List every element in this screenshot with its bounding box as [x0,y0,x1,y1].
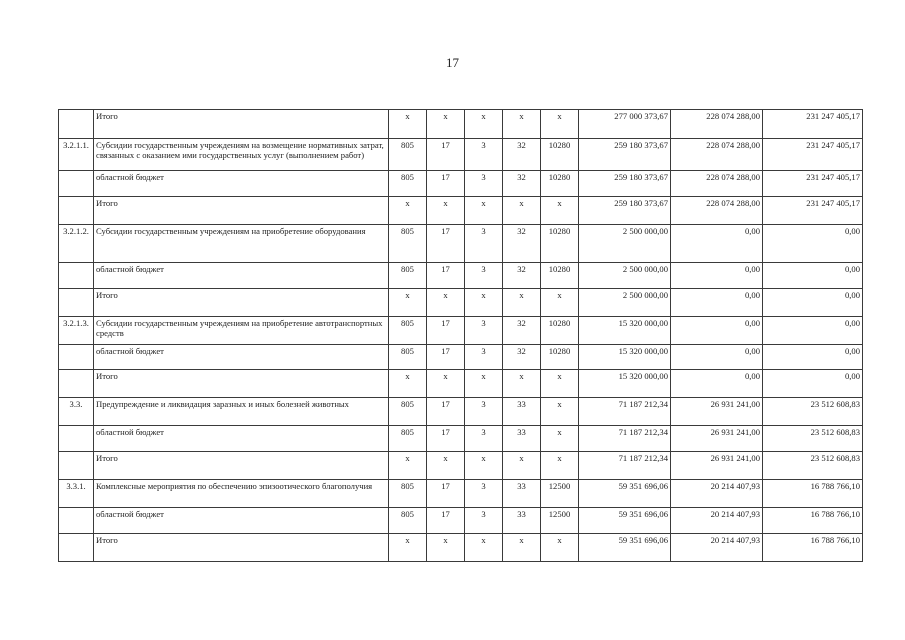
row-code [59,171,94,197]
row-amount-year2: 0,00 [671,225,763,263]
row-name: Субсидии государственным учреждениям на возмещение нормативных затрат, связанных с оказанием ими государственных услуг (выполнением работ) [94,139,389,171]
row-amount-year1: 2 500 000,00 [579,225,671,263]
budget-table [58,109,863,562]
row-amount-year2: 26 931 241,00 [671,426,763,452]
row-admin-code: x [389,452,427,480]
row-subsection-code: 3 [465,480,503,508]
table-row [59,110,863,139]
row-subsection-code: 3 [465,398,503,426]
row-amount-year3: 231 247 405,17 [763,197,863,225]
row-subsection-code: x [465,197,503,225]
row-admin-code: 805 [389,398,427,426]
row-section-code: x [427,452,465,480]
row-admin-code: 805 [389,139,427,171]
row-amount-year3: 23 512 608,83 [763,426,863,452]
row-admin-code: 805 [389,426,427,452]
row-code [59,508,94,534]
row-amount-year2: 0,00 [671,289,763,317]
row-subsection-code: x [465,370,503,398]
row-amount-year2: 0,00 [671,317,763,345]
table-row [59,426,863,452]
row-direction-code: 10280 [541,345,579,370]
row-admin-code: 805 [389,171,427,197]
row-program-code: 32 [503,345,541,370]
row-admin-code: x [389,534,427,562]
row-amount-year2: 20 214 407,93 [671,508,763,534]
row-direction-code: x [541,398,579,426]
row-subsection-code: 3 [465,317,503,345]
row-admin-code: x [389,289,427,317]
row-direction-code: x [541,534,579,562]
table-row [59,139,863,171]
row-section-code: x [427,370,465,398]
row-section-code: 17 [427,171,465,197]
row-direction-code: x [541,370,579,398]
row-amount-year3: 16 788 766,10 [763,508,863,534]
row-subsection-code: x [465,289,503,317]
row-code: 3.3.1. [59,480,94,508]
row-section-code: x [427,110,465,139]
row-code [59,534,94,562]
row-section-code: 17 [427,225,465,263]
row-admin-code: 805 [389,345,427,370]
row-amount-year2: 26 931 241,00 [671,452,763,480]
row-program-code: 33 [503,426,541,452]
row-amount-year3: 23 512 608,83 [763,398,863,426]
row-amount-year2: 228 074 288,00 [671,139,763,171]
table-row [59,508,863,534]
row-direction-code: 12500 [541,480,579,508]
table-row [59,289,863,317]
table-row [59,452,863,480]
row-amount-year2: 20 214 407,93 [671,534,763,562]
row-amount-year3: 0,00 [763,370,863,398]
row-admin-code: 805 [389,225,427,263]
row-amount-year3: 231 247 405,17 [763,110,863,139]
page-number: 17 [446,55,459,70]
row-amount-year3: 0,00 [763,345,863,370]
row-name: областной бюджет [94,171,389,197]
row-name: Итого [94,534,389,562]
row-name: Комплексные мероприятия по обеспечению эпизоотического благополучия [94,480,389,508]
row-subsection-code: 3 [465,508,503,534]
table-row [59,370,863,398]
row-name: Итого [94,452,389,480]
row-amount-year1: 15 320 000,00 [579,345,671,370]
row-amount-year1: 59 351 696,06 [579,480,671,508]
row-section-code: 17 [427,317,465,345]
row-section-code: 17 [427,508,465,534]
row-program-code: x [503,452,541,480]
row-amount-year3: 0,00 [763,263,863,289]
row-amount-year1: 277 000 373,67 [579,110,671,139]
row-amount-year2: 26 931 241,00 [671,398,763,426]
row-amount-year1: 15 320 000,00 [579,370,671,398]
row-amount-year1: 259 180 373,67 [579,171,671,197]
row-admin-code: 805 [389,263,427,289]
row-amount-year3: 0,00 [763,317,863,345]
row-subsection-code: 3 [465,263,503,289]
row-amount-year2: 0,00 [671,345,763,370]
row-program-code: 33 [503,508,541,534]
row-code [59,289,94,317]
row-program-code: 32 [503,171,541,197]
row-section-code: 17 [427,263,465,289]
table-row [59,225,863,263]
row-amount-year2: 228 074 288,00 [671,110,763,139]
row-name: Итого [94,289,389,317]
row-direction-code: 10280 [541,225,579,263]
row-code: 3.2.1.2. [59,225,94,263]
row-admin-code: 805 [389,317,427,345]
table-row [59,263,863,289]
row-direction-code: 10280 [541,317,579,345]
row-direction-code: x [541,110,579,139]
row-name: Итого [94,197,389,225]
row-amount-year2: 0,00 [671,263,763,289]
row-amount-year3: 16 788 766,10 [763,480,863,508]
row-direction-code: x [541,289,579,317]
row-section-code: 17 [427,398,465,426]
table-row [59,398,863,426]
row-section-code: x [427,289,465,317]
row-direction-code: x [541,197,579,225]
row-admin-code: 805 [389,480,427,508]
row-amount-year1: 59 351 696,06 [579,534,671,562]
row-amount-year2: 228 074 288,00 [671,197,763,225]
row-section-code: x [427,197,465,225]
row-amount-year1: 15 320 000,00 [579,317,671,345]
row-admin-code: x [389,110,427,139]
row-amount-year1: 59 351 696,06 [579,508,671,534]
row-amount-year1: 2 500 000,00 [579,263,671,289]
row-program-code: 33 [503,480,541,508]
row-code: 3.2.1.3. [59,317,94,345]
row-amount-year3: 16 788 766,10 [763,534,863,562]
row-subsection-code: 3 [465,345,503,370]
row-direction-code: 10280 [541,171,579,197]
row-direction-code: 10280 [541,139,579,171]
row-amount-year1: 71 187 212,34 [579,398,671,426]
row-program-code: 32 [503,139,541,171]
table-row [59,534,863,562]
row-program-code: x [503,110,541,139]
row-name: Субсидии государственным учреждениям на приобретение оборудования [94,225,389,263]
row-section-code: 17 [427,345,465,370]
table-row [59,171,863,197]
row-code [59,345,94,370]
row-amount-year1: 259 180 373,67 [579,197,671,225]
row-amount-year2: 20 214 407,93 [671,480,763,508]
row-program-code: x [503,370,541,398]
row-code [59,426,94,452]
table-row [59,345,863,370]
row-code [59,452,94,480]
row-name: Итого [94,370,389,398]
row-admin-code: x [389,197,427,225]
row-subsection-code: x [465,110,503,139]
row-name: областной бюджет [94,263,389,289]
row-code: 3.2.1.1. [59,139,94,171]
row-admin-code: 805 [389,508,427,534]
row-program-code: 32 [503,225,541,263]
row-amount-year1: 259 180 373,67 [579,139,671,171]
row-program-code: x [503,534,541,562]
row-program-code: 32 [503,317,541,345]
row-amount-year2: 228 074 288,00 [671,171,763,197]
table-row [59,480,863,508]
row-name: Субсидии государственным учреждениям на приобретение автотранспортных средств [94,317,389,345]
row-amount-year3: 23 512 608,83 [763,452,863,480]
row-amount-year2: 0,00 [671,370,763,398]
row-amount-year3: 231 247 405,17 [763,171,863,197]
row-direction-code: x [541,452,579,480]
row-section-code: 17 [427,139,465,171]
table-row [59,197,863,225]
row-amount-year1: 71 187 212,34 [579,452,671,480]
row-amount-year3: 0,00 [763,225,863,263]
row-amount-year3: 0,00 [763,289,863,317]
row-name: областной бюджет [94,508,389,534]
row-direction-code: 12500 [541,508,579,534]
row-direction-code: x [541,426,579,452]
row-code [59,370,94,398]
row-code [59,263,94,289]
row-name: областной бюджет [94,426,389,452]
table-row [59,317,863,345]
row-name: областной бюджет [94,345,389,370]
row-code [59,110,94,139]
row-program-code: 33 [503,398,541,426]
row-program-code: x [503,289,541,317]
row-amount-year3: 231 247 405,17 [763,139,863,171]
row-section-code: 17 [427,426,465,452]
row-subsection-code: 3 [465,426,503,452]
row-code: 3.3. [59,398,94,426]
row-code [59,197,94,225]
row-amount-year1: 71 187 212,34 [579,426,671,452]
row-program-code: x [503,197,541,225]
row-program-code: 32 [503,263,541,289]
row-subsection-code: x [465,534,503,562]
row-direction-code: 10280 [541,263,579,289]
row-subsection-code: 3 [465,225,503,263]
row-subsection-code: 3 [465,171,503,197]
row-subsection-code: 3 [465,139,503,171]
row-subsection-code: x [465,452,503,480]
row-name: Итого [94,110,389,139]
row-section-code: 17 [427,480,465,508]
row-section-code: x [427,534,465,562]
row-admin-code: x [389,370,427,398]
row-amount-year1: 2 500 000,00 [579,289,671,317]
row-name: Предупреждение и ликвидация заразных и иных болезней животных [94,398,389,426]
